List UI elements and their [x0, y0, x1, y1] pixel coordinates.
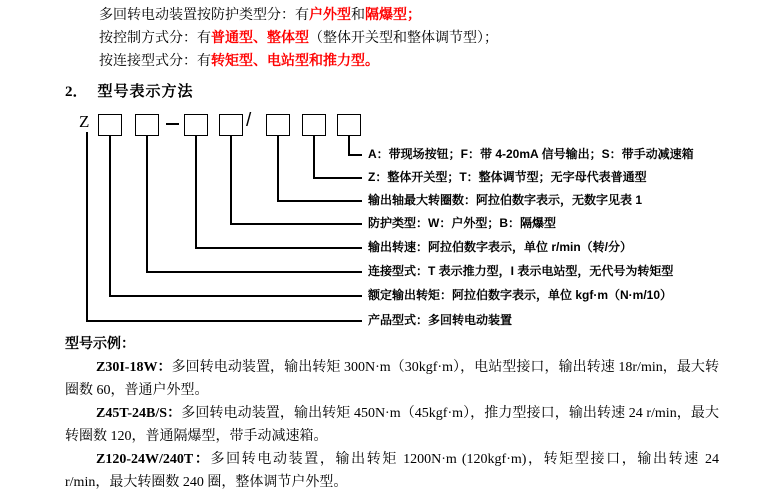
example-model-3: Z120-24W/240T：: [96, 452, 211, 467]
diagram-label-rated-torque: 额定输出转矩：阿拉伯数字表示，单位 kgf·m（N·m/10）: [368, 288, 673, 302]
connector-line: [195, 247, 362, 249]
connector-line: [109, 295, 362, 297]
code-box-7: [337, 114, 361, 136]
code-box-6: [302, 114, 326, 136]
slash-separator: /: [246, 110, 252, 131]
intro-line-2-text: 按控制方式分：有: [99, 31, 211, 46]
diagram-label-product-type: 产品型式：多回转电动装置: [368, 313, 513, 327]
example-model-1: Z30I-18W：: [96, 360, 172, 375]
model-prefix-letter: Z: [79, 112, 90, 131]
connector-line: [146, 271, 362, 273]
connector-line: [313, 177, 362, 179]
example-desc-2: 多回转电动装置，输出转矩 450N·m（45kgf·m），推力型接口，输出转速 24 r/min，最大转圈数 120，普通隔爆型，带手动减速箱。: [65, 406, 719, 444]
code-box-5: [266, 114, 290, 136]
section-number: 2．: [65, 84, 88, 100]
diagram-label-accessory-code: A：带现场按钮；F：带 4-20mA 信号输出；S：带手动减速箱: [368, 147, 694, 161]
connector-line: [86, 132, 88, 321]
examples-heading: 型号示例：: [65, 337, 135, 352]
diagram-label-connection-type: 连接型式：T 表示推力型，I 表示电站型，无代号为转矩型: [368, 264, 674, 278]
diagram-label-control-type: Z：整体开关型；T：整体调节型；无字母代表普通型: [368, 170, 647, 184]
code-box-2: [135, 114, 159, 136]
connector-line: [348, 154, 362, 156]
diagram-label-max-turns: 输出轴最大转圈数：阿拉伯数字表示，无数字见表 1: [368, 193, 643, 207]
connector-line: [146, 136, 148, 272]
section-title: 型号表示方法: [97, 84, 194, 100]
code-box-1: [98, 114, 122, 136]
connector-line: [313, 136, 315, 178]
connector-line: [277, 200, 362, 202]
intro-line-2-paren: （整体开关型和整体调节型）；: [309, 31, 498, 46]
dash-separator: [166, 123, 179, 125]
intro-line-1-and: 和: [351, 8, 365, 23]
example-model-2: Z45T-24B/S：: [96, 406, 182, 421]
code-box-3: [184, 114, 208, 136]
connector-line: [109, 136, 111, 296]
code-box-4: [219, 114, 243, 136]
example-item-3: [65, 448, 719, 494]
example-item-2: [65, 402, 719, 448]
intro-line-1-text: 多回转电动装置按防护类型分：有: [99, 8, 309, 23]
intro-line-3-text: 按连接型式分：有: [99, 54, 211, 69]
diagram-label-output-speed: 输出转速：阿拉伯数字表示，单位 r/min（转/分）: [368, 240, 633, 254]
highlight-connection-types: 转矩型、电站型和推力型。: [211, 54, 379, 69]
connector-line: [230, 136, 232, 224]
connector-line: [348, 136, 350, 155]
example-desc-3: 多回转电动装置，输出转矩 1200N·m (120kgf·m)，转矩型接口，输出转速 24 r/min，最大转圈数 240 圈，整体调节户外型。: [65, 452, 719, 490]
connector-line: [86, 320, 362, 322]
diagram-label-protection-type: 防护类型：W：户外型；B：隔爆型: [368, 216, 556, 230]
connector-line: [277, 136, 279, 201]
highlight-ordinary-integral-type: 普通型、整体型: [211, 31, 309, 46]
connector-line: [195, 136, 197, 248]
connector-line: [230, 223, 362, 225]
highlight-outdoor-type: 户外型: [309, 8, 351, 23]
highlight-explosionproof-type: 隔爆型；: [365, 8, 421, 23]
example-item-1: [65, 356, 719, 402]
example-desc-1: 多回转电动装置，输出转矩 300N·m（30kgf·m），电站型接口，输出转速 18r/min，最大转圈数 60，普通户外型。: [65, 360, 719, 398]
model-examples-section: [65, 333, 719, 494]
